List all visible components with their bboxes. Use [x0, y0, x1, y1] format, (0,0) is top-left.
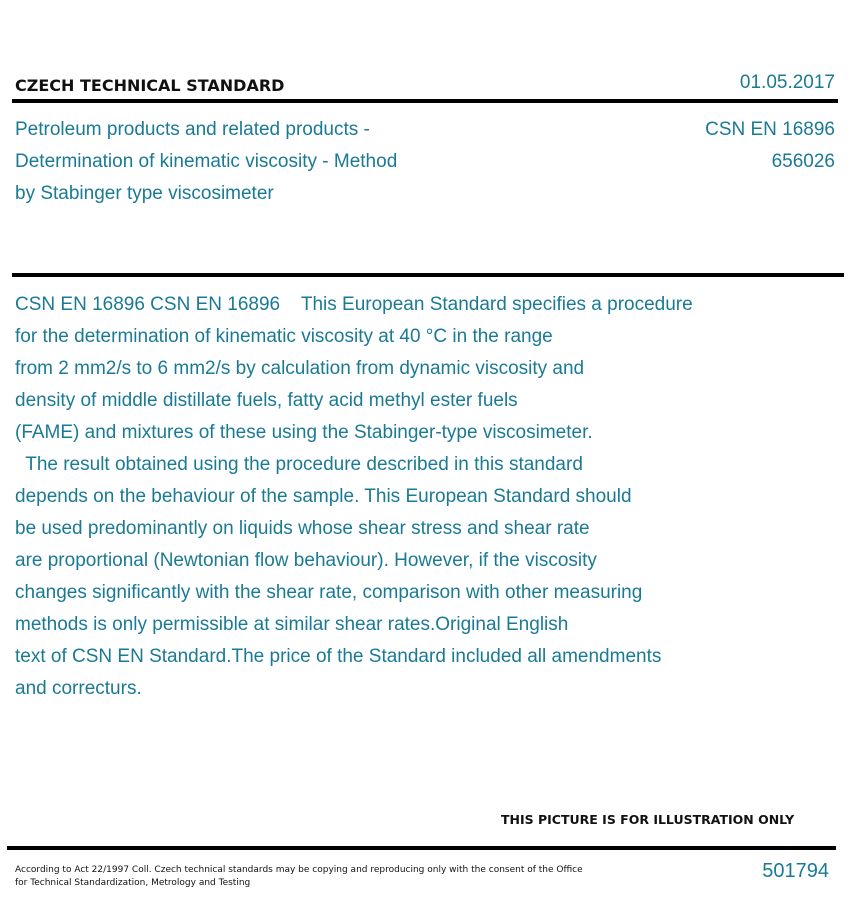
- abstract-line: text of CSN EN Standard.The price of the Standard included all amendments: [15, 646, 662, 667]
- abstract-line: from 2 mm2/s to 6 mm2/s by calculation from dynamic viscosity and: [15, 358, 585, 379]
- abstract-line: density of middle distillate fuels, fatty acid methyl ester fuels: [15, 390, 518, 411]
- footnote-line: According to Act 22/1997 Coll. Czech technical standards may be copying and reproducing only with the consent of the Office: [15, 865, 583, 875]
- abstract-line: CSN EN 16896 CSN EN 16896 This European Standard specifies a procedure: [15, 294, 693, 315]
- legal-footnote: [15, 864, 583, 890]
- header-divider: [12, 99, 838, 103]
- footnote-line: for Technical Standardization, Metrology and Testing: [15, 878, 251, 888]
- abstract-line: for the determination of kinematic viscosity at 40 °C in the range: [15, 326, 553, 347]
- abstract-line: and correcturs.: [15, 678, 142, 699]
- abstract-line: The result obtained using the procedure described in this standard: [15, 454, 583, 475]
- abstract-line: methods is only permissible at similar shear rates.Original English: [15, 614, 569, 635]
- document-header-title: CZECH TECHNICAL STANDARD: [15, 76, 285, 95]
- standard-number: CSN EN 16896: [705, 119, 835, 140]
- standard-abstract: [15, 289, 815, 705]
- abstract-line: depends on the behaviour of the sample. This European Standard should: [15, 486, 632, 507]
- abstract-line: be used predominantly on liquids whose shear stress and shear rate: [15, 518, 590, 539]
- abstract-line: are proportional (Newtonian flow behaviour). However, if the viscosity: [15, 550, 597, 571]
- title-line: Determination of kinematic viscosity - Method: [15, 151, 398, 172]
- abstract-line: (FAME) and mixtures of these using the Stabinger-type viscosimeter.: [15, 422, 593, 443]
- publication-date: 01.05.2017: [739, 72, 835, 93]
- title-line: by Stabinger type viscosimeter: [15, 183, 274, 204]
- footer-divider: [7, 846, 836, 850]
- document-number: 501794: [762, 860, 829, 882]
- classification-code: 656026: [771, 151, 835, 172]
- illustration-notice: THIS PICTURE IS FOR ILLUSTRATION ONLY: [501, 812, 795, 827]
- title-line: Petroleum products and related products -: [15, 119, 370, 140]
- standard-codes: [705, 114, 835, 178]
- abstract-line: changes significantly with the shear rate, comparison with other measuring: [15, 582, 643, 603]
- standard-title: [15, 114, 397, 210]
- section-divider: [12, 273, 844, 277]
